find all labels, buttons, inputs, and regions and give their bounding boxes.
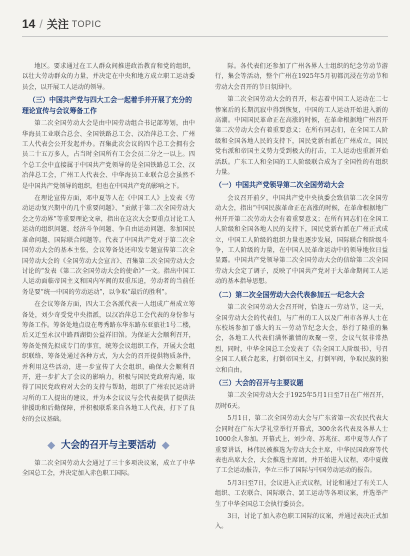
right-column	[215, 62, 388, 535]
subheading: （二）第二次全国劳动大会代表参加五一纪念大会	[215, 290, 365, 299]
page-number: 14	[22, 17, 36, 31]
paragraph: 第二次全国劳动大会召开时，恰逢五一劳动节，这一天，全国劳动大会的代表们，与广州的工人以及广州市各界人士在东校场参加了盛大的五一劳动节纪念大会，举行了隆重的集会，各地工人代表们满怀激情的欢聚一堂，会议气氛非常热烈，同时，中华全国总工会发表了《告全国工人阶级书》，号召全国工人联合起来，打倒帝国主义，打倒军阀，争取民族的独立和自由。	[215, 304, 388, 374]
paragraph: 第二次全国劳动大会于1925年5月1日至7日在广州召开，历时6天。	[215, 392, 388, 410]
header-separator: /	[39, 17, 43, 31]
paragraph: 第二次全国劳动大会是由中国劳动组合书记部筹划，由中华海员工业联合总会、全国铁路总工会、汉冶萍总工会、广州工人代表会公开发起并办。召集此次会议的四个总工会拥有会员二十五万多人，占当时全国所有工会会员二分之一以上。四个总工会中直接属于中国共产党领导的是全国铁路总工会、汉冶萍总工会，广州工人代表会、中华海员工业联合总会虽然不是中国共产党领导的组织，但也在中国共产党的影响之下。	[22, 120, 195, 190]
paragraph: 3日，讨论了加入赤色职工国际的议案，并通过表决正式加入。	[215, 512, 388, 531]
heading-ornament-left: ◆	[47, 440, 55, 451]
section-name-en: TOPIC	[71, 19, 102, 29]
main-heading-text: 大会的召开与主要活动	[60, 440, 156, 451]
heading-ornament-right: ◆	[162, 440, 170, 451]
paragraph: 地区。要求通过在工人群众间推进政治教育和党的组织，以壮大劳动群众的力量，并决定在中央和地方成立职工运动委员会，以开展工人运动的领导。	[22, 63, 195, 91]
paragraph: 5月3日至7日，会议进入正式议程，讨论和通过了有关工人组织、工农联合、国际联合、罢工运动等各项议案，并选举产生了中华全国总工会执行委员会。	[215, 479, 388, 508]
header-divider	[22, 36, 388, 37]
paragraph: 5月1日，第二次全国劳动大会与广东省第一次农民代表大会同时在广东大学礼堂举行开幕式，300余名代表及各界人士1000余人参加。开幕式上，刘少奇、苏兆征、邓中夏等人作了重要讲话，林伟民被推选为劳动大会主席，中华民国政府等代表也出席大会，大会推选主席团，并开始进入议程，邓中夏做了工会运动报告，李立三作了国际与中国劳动运动的报告。	[215, 415, 388, 475]
paragraph: 第二次全国劳动大会的召开，标志着中国工人运动在二七惨案后的长期沉寂中得到恢复，中国的工人运动开始进入新的高潮。中国国民革命正在高涨的时候，在革命根据地广州召开第二次劳动大会有着重要意义；在所有同志们，在全国工人阶级和全国各地人民的支持下，国民党新右派在广州成立，国民党右派和帝国主义势力受到极大的打击，工人运动也重新开始活跃。广东工人和全国的工人阶级联合成为了全国性的有组织力量。	[215, 96, 388, 177]
paragraph: 会议召开前夕，中国共产党中央执委会致信第二次全国劳动大会，指出“中国民族革命正在高涨的时候，在革命根据地广州开开第二次劳动大会有着重要意义；在所有同志们在全国工人阶级和全国各地人民的支持下，国民党新右派在广州正式成立，中国工人阶级的组织力量也逐步发展，国际联合和阶级斗争，工人阶级的力量，在中国人民革命运动中的领导地位日益显露。中国共产党领导第二次全国劳动大会的信给第二次全国劳动大会定了调子，反映了中国共产党对于大革命期间工人运动的基本指导思想。	[215, 194, 388, 286]
paragraph: 在会议筹备方面，四大工会各派代表一人组成广州成立筹备处，刘少奇受党中央指派，以汉冶萍总工会代表的身份参与筹备工作。筹备处地点设在粤秀路东华东路东亚旅社1号二楼，后又迁至永汉中路西湖街公益祥旧馆。为保证大会顺利召开，筹备处预先拟成专门的事宜，统筹会议组织工作，开展大会组织联络、筹备处通过各种方式，为大会的召开提供物质条件，并利用这些活动，进一步宣传了大会组织，确保大会顺利召开，进一步扩大了会议的影响力，积极与国民党政府沟通，取得了国民党政府对大会的支持与帮助，组织了广州农民运动讲习所的工人提出的建议，并为本会议议与会代表提供了提供法律援助和后勤保障，并积极联系来自各地工人代表，打下了良好的会议基础。	[22, 301, 195, 423]
subheading: （三）中国共产党与四大工会一起着手并开展了充分的理论宣传与会议筹备工作	[22, 96, 192, 115]
subheading: （三）大会的召开与主要议题	[215, 378, 304, 387]
paragraph: 际。各代表们还参加了广州各界人士组织的纪念劳动节游行，集会等活动，整个广州在1925年5月初都沉浸在劳动节和劳动大会召开的节日氛围中。	[215, 63, 388, 91]
left-column	[22, 62, 195, 482]
subheading: （一）中国共产党领导第二次全国劳动大会	[215, 181, 345, 190]
page-header	[22, 14, 388, 34]
paragraph: 第二次全国劳动大会通过了三十多项决议案，成立了中华全国总工会，并决定加入赤色职工国际。	[22, 460, 195, 478]
main-heading	[22, 437, 195, 451]
section-name: 关注	[46, 19, 69, 31]
paragraph: 在理论宣传方面，邓中夏等人在《中国工人》上发表《劳动运动复兴期中的几个重要问题》、“贡献于第二次全国劳动大会之劳动界”等重要理论文章，指出在这次大会要重点讨论工人运动的组织问题、经济斗争问题、争自由运动问题、参加国民革命问题、国际联合问题等。代表了中国共产党对于第二次全国劳动大会的基本主张，会议筹备处还印发专题宣传第二次全国劳动大会的《全国劳动大会宣言》、召集第二次全国劳动大会讨论的“发表《第二次全国劳动大会的使命》”一文。指出中国工人运动面临帝国主义和国内军阀的双重压迫，劳动者的当前任务是要“统一中国的劳动运动”，以争取“最后的胜利”。	[22, 195, 195, 296]
